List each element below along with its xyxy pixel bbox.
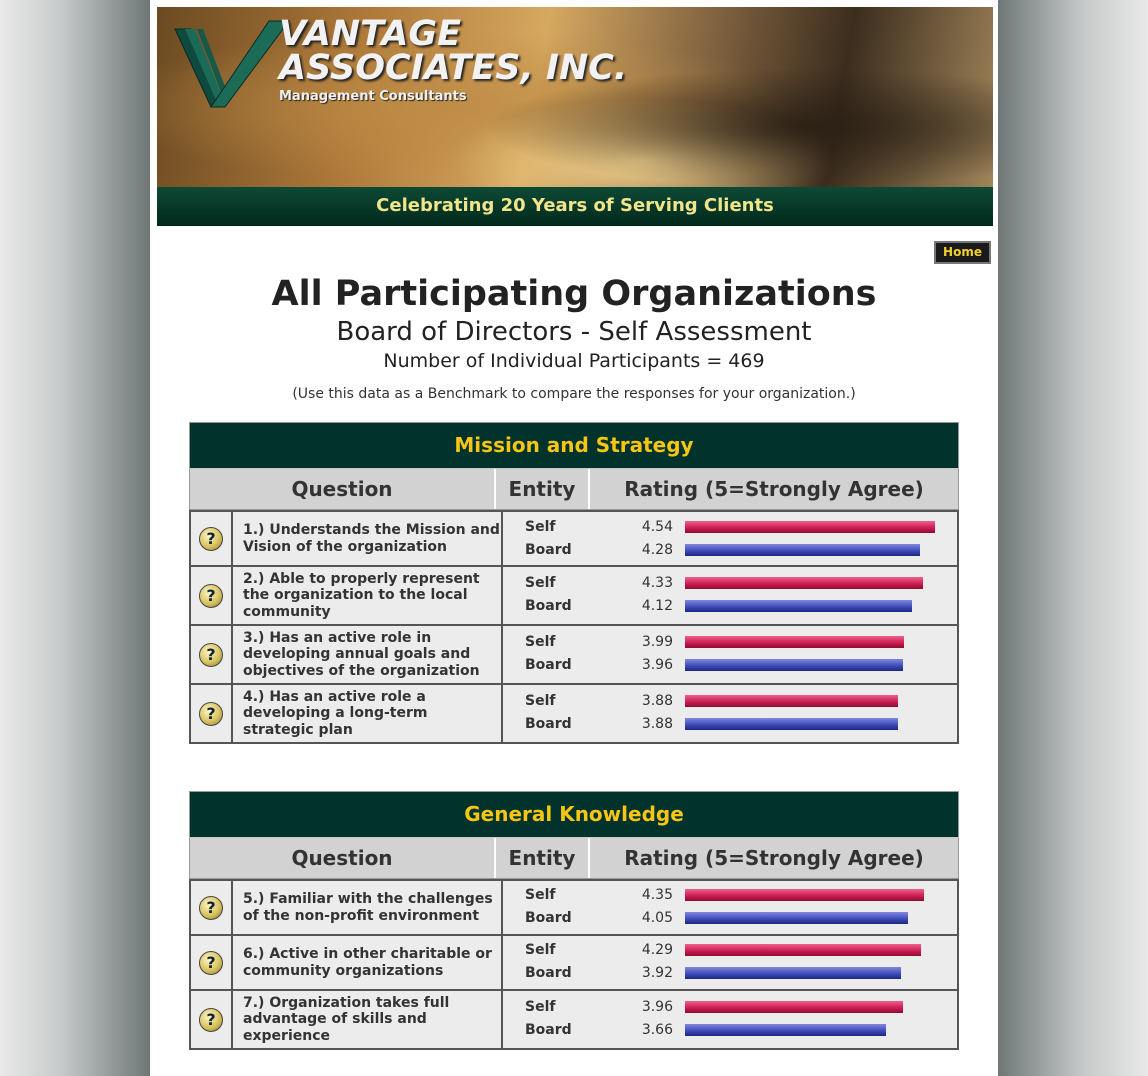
table-row: [191, 881, 957, 936]
entity-self: Self: [525, 942, 556, 958]
self-line: [503, 940, 957, 960]
brand-line-1: VANTAGE: [279, 14, 461, 54]
table-row: [191, 567, 957, 626]
board-line: [503, 963, 957, 983]
self-value: 4.33: [641, 575, 673, 591]
self-bar: [685, 577, 923, 589]
board-value: 3.66: [641, 1022, 673, 1038]
col-rating: Rating (5=Strongly Agree): [624, 846, 924, 870]
question-table: [189, 510, 959, 744]
rating-cell: [503, 512, 957, 565]
entity-board: Board: [525, 910, 572, 926]
brand-line-2: ASSOCIATES, INC.: [279, 48, 628, 88]
board-line: [503, 655, 957, 675]
column-headers: [189, 468, 959, 510]
page-subtitle: Board of Directors - Self Assessment: [336, 317, 812, 347]
column-headers: [189, 837, 959, 879]
rating-cell: [503, 685, 957, 742]
self-bar: [685, 521, 935, 533]
section-general-knowledge: [189, 791, 959, 1050]
board-value: 3.88: [641, 716, 673, 732]
page-heading: [151, 272, 997, 374]
self-value: 4.54: [641, 519, 673, 535]
entity-board: Board: [525, 965, 572, 981]
table-row: [191, 512, 957, 567]
self-value: 3.96: [641, 999, 673, 1015]
question-text: 5.) Familiar with the challenges of the non-profit environment: [233, 881, 503, 934]
question-text: 7.) Organization takes full advantage of skills and experience: [233, 991, 503, 1048]
self-line: [503, 632, 957, 652]
board-value: 4.12: [641, 598, 673, 614]
logo-v-icon: [171, 17, 291, 113]
brand-name: [279, 14, 628, 88]
entity-board: Board: [525, 657, 572, 673]
board-bar: [685, 718, 898, 730]
entity-self: Self: [525, 519, 556, 535]
help-icon[interactable]: ?: [199, 584, 223, 608]
col-entity: Entity: [496, 838, 590, 878]
self-bar: [685, 889, 924, 901]
section-title: Mission and Strategy: [189, 422, 959, 468]
col-question: Question: [190, 469, 496, 509]
entity-board: Board: [525, 1022, 572, 1038]
board-bar: [685, 600, 912, 612]
board-bar: [685, 912, 908, 924]
self-bar: [685, 1001, 903, 1013]
self-line: [503, 517, 957, 537]
rating-cell: [503, 626, 957, 683]
help-icon[interactable]: ?: [199, 896, 223, 920]
board-value: 3.92: [641, 965, 673, 981]
question-text: 1.) Understands the Mission and Vision of the organization: [233, 512, 503, 565]
board-line: [503, 596, 957, 616]
help-icon[interactable]: ?: [199, 951, 223, 975]
self-value: 4.29: [641, 942, 673, 958]
col-entity: Entity: [496, 469, 590, 509]
col-rating: Rating (5=Strongly Agree): [624, 477, 924, 501]
help-icon[interactable]: ?: [199, 527, 223, 551]
question-text: 4.) Has an active role a developing a long-term strategic plan: [233, 685, 503, 742]
board-line: [503, 540, 957, 560]
table-row: [191, 936, 957, 991]
entity-self: Self: [525, 575, 556, 591]
page-container: [151, 0, 997, 1076]
col-question: Question: [190, 838, 496, 878]
question-text: 2.) Able to properly represent the organization to the local community: [233, 567, 503, 624]
entity-board: Board: [525, 542, 572, 558]
help-icon[interactable]: ?: [199, 702, 223, 726]
self-value: 3.88: [641, 693, 673, 709]
entity-board: Board: [525, 598, 572, 614]
self-bar: [685, 695, 898, 707]
board-bar: [685, 1024, 886, 1036]
board-value: 4.05: [641, 910, 673, 926]
table-row: [191, 685, 957, 742]
tagline-text: Celebrating 20 Years of Serving Clients: [376, 195, 774, 216]
table-row: [191, 626, 957, 685]
entity-self: Self: [525, 999, 556, 1015]
entity-self: Self: [525, 693, 556, 709]
rating-cell: [503, 936, 957, 989]
board-bar: [685, 544, 920, 556]
section-title: General Knowledge: [189, 791, 959, 837]
self-line: [503, 997, 957, 1017]
page-title: All Participating Organizations: [271, 274, 877, 314]
board-line: [503, 908, 957, 928]
board-value: 3.96: [641, 657, 673, 673]
self-value: 4.35: [641, 887, 673, 903]
section-mission-strategy: [189, 422, 959, 744]
rating-cell: [503, 881, 957, 934]
board-bar: [685, 967, 901, 979]
rating-cell: [503, 991, 957, 1048]
question-text: 3.) Has an active role in developing annual goals and objectives of the organization: [233, 626, 503, 683]
benchmark-note: (Use this data as a Benchmark to compare the responses for your organization.): [292, 386, 856, 402]
self-line: [503, 573, 957, 593]
help-icon[interactable]: ?: [199, 643, 223, 667]
self-bar: [685, 636, 904, 648]
participant-count: Number of Individual Participants = 469: [383, 350, 765, 372]
home-button[interactable]: Home: [934, 241, 991, 264]
rating-cell: [503, 567, 957, 624]
board-line: [503, 1020, 957, 1040]
tagline-bar: [157, 187, 993, 226]
help-icon[interactable]: ?: [199, 1008, 223, 1032]
board-line: [503, 714, 957, 734]
header-banner: [157, 7, 993, 226]
board-bar: [685, 659, 903, 671]
question-text: 6.) Active in other charitable or community organizations: [233, 936, 503, 989]
self-value: 3.99: [641, 634, 673, 650]
entity-board: Board: [525, 716, 572, 732]
brand-subtitle: Management Consultants: [279, 89, 467, 104]
board-value: 4.28: [641, 542, 673, 558]
self-line: [503, 691, 957, 711]
entity-self: Self: [525, 887, 556, 903]
table-row: [191, 991, 957, 1048]
question-table: [189, 879, 959, 1050]
self-line: [503, 885, 957, 905]
entity-self: Self: [525, 634, 556, 650]
self-bar: [685, 944, 921, 956]
